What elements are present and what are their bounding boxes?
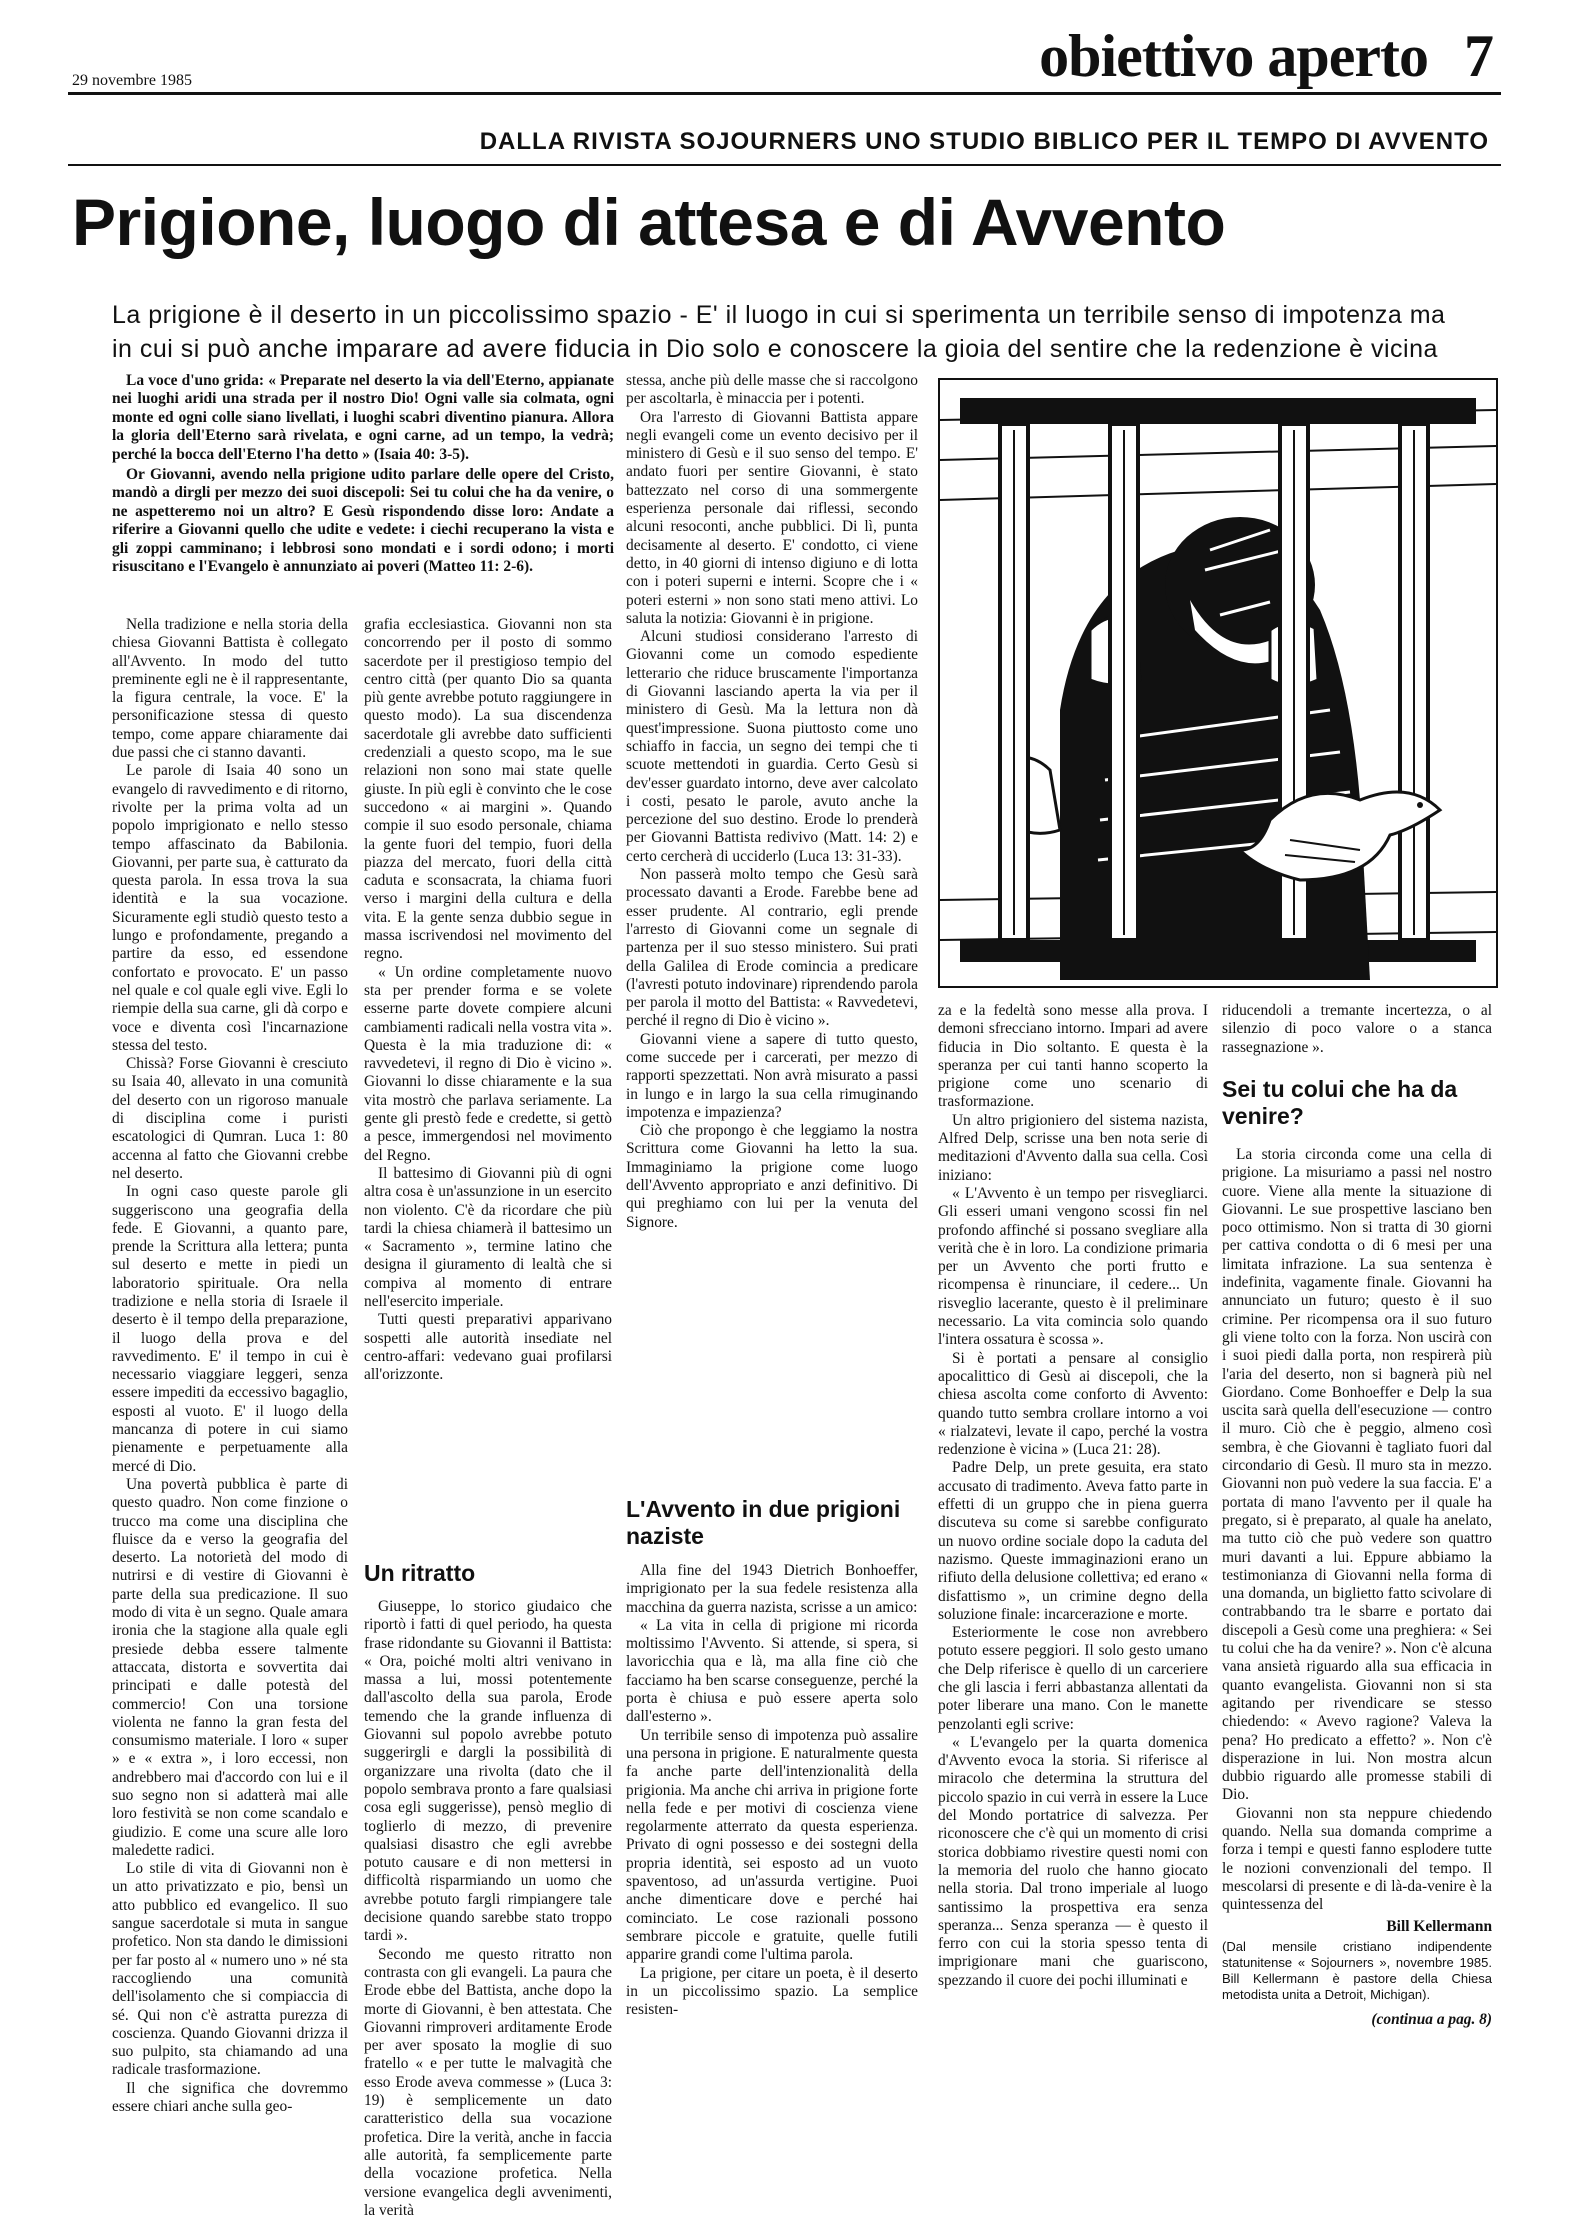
paragraph: « L'Avvento è un tempo per risvegliarci. Gli esseri umani vengono scossi fin nel profondo affinché si possano svegliare alla verità che è in loro. La condizione primaria per un Avvento che porti frutto e ricompensa è rinunciare, il cedere... Un risveglio lacerante, questo è il preliminare necessario. La vita comincia solo quando l'intera ossatura è scossa ». [938, 1184, 1208, 1349]
paragraph: In ogni caso queste parole gli suggeriscono una geografia della fede. E Giovanni, a quanto pare, prende la Scrittura alla lettera; punta sul deserto e mette in piedi un laboratorio spirituale. Ora nella tradizione e nella storia di Israele il deserto è il tempo della preparazione, il luogo della prova e del ravvedimento. E' il tempo in cui è necessario viaggiare leggeri, senza essere impediti da eccessivo bagaglio, esposti al vuoto. E' il luogo della mancanza di potere in cui siamo pienamente e perpetuamente alla mercé di Dio. [112, 1183, 348, 1475]
paragraph: La prigione, per citare un poeta, è il deserto in un piccolissimo spazio. La semplice resisten- [626, 1964, 918, 2019]
paragraph: Ora l'arresto di Giovanni Battista appare negli evangeli come un evento decisivo per il ministero di Gesù e il suo senso del tempo. E' andato fuori per sentire Giovanni, è stato battezzato nel corso di una sommergente esperienza personale dai riflessi, secondo alcuni resoconti, anche pubblici. Di lì, punta decisamente al deserto. E' condotto, ci viene detto, in 40 giorni di intenso digiuno e di lotta con i poteri superni e interni. Scopre che i « poteri esterni » non sono stati meno attivi. Lo saluta la notizia: Giovanni è in prigione. [626, 408, 918, 627]
paragraph: « La vita in cella di prigione mi ricorda moltissimo l'Avvento. Si attende, si spera, si lavoricchia qua e là, ma alla fine ciò che facciamo ha ben scarse conseguenze, perché la porta è chiusa e può essere aperta solo dall'esterno ». [626, 1616, 918, 1726]
issue-date: 29 novembre 1985 [72, 72, 192, 89]
column-2-continued [364, 1598, 612, 2220]
column-1 [112, 616, 348, 2116]
author-signature: Bill Kellermann [1386, 1918, 1492, 1936]
headline: Prigione, luogo di attesa e di Avvento [72, 185, 1226, 259]
paragraph: Il battesimo di Giovanni più di ogni altra cosa è un'assunzione in un esercito non violento. C'è da ricordare che più tardi la chiesa chiamerà il battesimo un « Sacramento », termine latino che designa il giuramento di lealtà che si compiva al momento di entrare nell'esercito imperiale. [364, 1164, 612, 1310]
subhead-avvento-prigioni: L'Avvento in due prigioni naziste [626, 1496, 901, 1549]
paragraph: Nella tradizione e nella storia della chiesa Giovanni Battista è collegato all'Avvento. In modo del tutto preminente egli ne è il rappresentante, la figura centrale, la voce. E' la personificazione stessa di questo tempo, come appare chiaramente dai due passi che ci stanno davanti. [112, 616, 348, 762]
paragraph: za e la fedeltà sono messe alla prova. I demoni sfrecciano intorno. Impari ad avere fiducia in Dio soltanto. E questa è la speranza per cui tanti hanno scoperto la prigione come uno scenario di trasformazione. [938, 1002, 1208, 1111]
kicker-rule [68, 164, 1501, 166]
paragraph: Le parole di Isaia 40 sono un evangelo di ravvedimento e di ritorno, rivolte per la prima volta ad un popolo imprigionato e nello stesso tempo affascinato da Babilonia. Giovanni, per parte sua, è catturato da questa parola. In essa trova la sua identità e la sua vocazione. Sicuramente egli studiò questo testo a lungo e profondamente, pregando a partire da esso, ed essendone confortato e provocato. E' un passo nel quale e col quale egli vive. Egli lo riempie della sua carne, gli dà corpo e voce e diventa così l'incarnazione stessa del testo. [112, 762, 348, 1054]
paragraph: Tutti questi preparativi apparivano sospetti alle autorità insediate nel centro-affari: vedevano guai profilarsi all'orizzonte. [364, 1311, 612, 1384]
column-3-continued [626, 1562, 918, 2019]
paragraph: Il che significa che dovremmo essere chiari anche sulla geo- [112, 2079, 348, 2116]
paragraph: Secondo me questo ritratto non contrasta con gli evangeli. La paura che Erode ebbe del Battista, anche dopo la morte di Giovanni, è ben attestata. Che Giovanni rimproveri arditamente Erode per aver sposato la moglie di suo fratello « e per tutte le malvagità che esso Erode aveva commesse » (Luca 3: 19) è semplicemente un dato caratteristico della sua vocazione profetica. Dire la verità, anche in faccia alle autorità, fa semplicemente parte della vocazione profetica. Nella versione evangelica degli avvenimenti, la verità [364, 1945, 612, 2219]
prisoner-illustration [938, 378, 1498, 988]
column-4 [938, 1002, 1208, 1990]
deck-line: in cui si può anche imparare ad avere fiducia in Dio solo e conoscere la gioia del sentire che la redenzione è vicina [112, 335, 1438, 363]
continued-link[interactable]: (continua a pag. 8) [1371, 2010, 1492, 2028]
paragraph: Esteriormente le cose non avrebbero potuto essere peggiori. Il solo gesto umano che Delp riferisce è quello di un carceriere che gli lascia i ferri abbastanza allentati da poter liberare una mano. Con le manette penzolanti egli scrive: [938, 1624, 1208, 1733]
paragraph: Alla fine del 1943 Dietrich Bonhoeffer, imprigionato per la sua fedele resistenza alla macchina da guerra nazista, scrisse a un amico: [626, 1562, 918, 1616]
paragraph: Un terribile senso di impotenza può assalire una persona in prigione. E naturalmente questa fa anche parte dell'intenzionalità della prigionia. Ma anche chi arriva in prigione forte nella fede e per motivi di coscienza viene regolarmente atterrato da questa esperienza. Privato di ogni possesso e dei sostegni della propria identità, sei esposto ad un vuoto spaventoso, ad un'assurda vertigine. Puoi anche dimenticare dove e perché hai cominciato. Le cose razionali possono sembrare piccole e gratuite, quelle futili apparire grandi come l'ultima parola. [626, 1726, 918, 1964]
paragraph: Chissà? Forse Giovanni è cresciuto su Isaia 40, allevato in una comunità del deserto con un rigoroso manuale di disciplina come i puristi escatologici di Qumran. Luca 1: 80 accenna al fatto che Giovanni crebbe nel deserto. [112, 1055, 348, 1182]
paragraph: Giovanni non sta neppure chiedendo quando. Nella sua domanda comprime a forza i tempi e questi fanno esplodere tutte le nozioni convenzionali del tempo. Il mescolarsi di presente e di là-da-venire è la quintessenza del [1222, 1804, 1492, 1914]
deck-line: La prigione è il deserto in un piccolissimo spazio - E' il luogo in cui si sperimenta un terribile senso di impotenza ma [112, 301, 1446, 329]
column-3 [626, 372, 918, 1232]
paragraph: Giovanni viene a sapere di tutto questo, come succede per i carcerati, per mezzo di rapporti spezzettati. Non avrà misurato a passi in lungo e in largo la sua cella rimuginando impotenza e impazienza? [626, 1030, 918, 1121]
kicker: DALLA RIVISTA SOJOURNERS UNO STUDIO BIBLICO PER IL TEMPO DI AVVENTO [479, 128, 1489, 155]
page-number: 7 [1464, 23, 1493, 89]
epigraph-matthew: Or Giovanni, avendo nella prigione udito parlare delle opere del Cristo, mandò a dirgli per mezzo dei suoi discepoli: Sei tu colui che ha da venire, o ne aspetteremo noi un altro? E Gesù rispondendo disse loro: Andate a riferire a Giovanni quello che udite e vedete: i ciechi recuperano la vista e gli zoppi camminano; i lebbrosi sono mondati e i sordi odono; i morti risuscitano e l'Evangelo è annunziato ai poveri (Matteo 11: 2-6). [112, 466, 614, 576]
epigraph [112, 372, 614, 578]
column-2 [364, 616, 612, 1384]
paragraph: Una povertà pubblica è parte di questo quadro. Non come finzione o trucco ma come una disciplina che fluisce da e verso la geografia del deserto. La notorietà del modo di nutrirsi e di vestire di Giovanni è parte della sua predicazione. Il suo modo di vita è un segno. Quale amara ironia che la stagione alla quale egli presiede debba essere talmente attaccata, distorta e sovvertita dai principati e dalle potestà del commercio! Con una torsione violenta ne fanno la gran festa del consumismo materiale. I loro « super » e « extra », i loro eccessi, non andrebbero mai d'accordo con lui e il suo segno non si adatterà mai alle loro festività se non come scandalo e giudizio. E come una scure alle loro maledette radici. [112, 1475, 348, 1859]
top-rule [68, 92, 1501, 95]
paragraph: « Un ordine completamente nuovo sta per prender forma e se volete esserne parte dovete compiere alcuni cambiamenti radicali nella vostra vita ». Questa è la mia traduzione di: « ravvedetevi, il regno di Dio è vicino ». Giovanni lo disse chiaramente e la sua vita mostrò che parlava seriamente. La gente gli prestò fede e credette, si gettò a pesce, immergendosi nel movimento del Regno. [364, 963, 612, 1164]
source-note: (Dal mensile cristiano indipendente statunitense « Sojourners », novembre 1985. Bill Kellermann è pastore della Chiesa metodista unita a Detroit, Michigan). [1222, 1938, 1492, 2002]
subhead-ritratto: Un ritratto [364, 1560, 476, 1586]
paragraph: stessa, anche più delle masse che si raccolgono per ascoltarla, è minaccia per i potenti. [626, 372, 918, 408]
paragraph: Alcuni studiosi considerano l'arresto di Giovanni come un comodo espediente letterario che riduce bruscamente l'importanza di Giovanni lasciando aperta la via per il ministero di Gesù. Ma la lettura non dà quest'impressione. Suona piuttosto come uno schiaffo in faccia, un segno dei tempi che ti scuote mettendoti in guardia. Certo Gesù si dev'esser guardato intorno, deve aver calcolato i costi, pesato le parole, avuto anche la percezione del suo destino. Erode lo prenderà per Giovanni Battista redivivo (Matt. 14: 2) e certo cercherà di ucciderlo (Luca 13: 31-33). [626, 628, 918, 865]
paragraph: Ciò che propongo è che leggiamo la nostra Scrittura come Giovanni ha letto la sua. Immaginiamo la prigione come luogo dell'Avvento appropriato e anzi definitivo. Di qui preghiamo con lui per la venuta del Signore. [626, 1122, 918, 1231]
subhead-sei-tu-colui: Sei tu colui che ha da venire? [1222, 1076, 1458, 1129]
paragraph: La storia circonda come una cella di prigione. La misuriamo a passi nel nostro cuore. Viene alla mente la situazione di Giovanni. Le sue prospettive lasciano ben poco ottimismo. Non si tratta di 30 giorni per cattiva condotta o di 6 mesi per una limitata infrazione. La sua sentenza è indefinita, vagamente finale. Giovanni ha annunciato un futuro; questo è il suo crimine. Per ricompensa ora il suo futuro gli viene tolto con la forza. Non uscirà con i suoi piedi dalla porta, non respirerà più l'aria del deserto, non si bagnerà più nel Giordano. Come Bonhoeffer e Delp la sua uscita sarà quella dell'esecuzione — contro il muro. Ciò che è peggio, almeno così sembra, è che Giovanni è tagliato fuori dal circondario di Gesù. Il muro sta in mezzo. Giovanni non può vedere la sua faccia. E' a portata di mano l'avvento per il quale ha pregato, si è preparato, al quale ha anelato, ma tutto ciò che può vedere son quattro muri davanti a lui. Eppure abbiamo la testimonianza di Giovanni nella forma di una domanda, un biglietto fatto scivolare di contrabbando tra le sbarre e portato dai discepoli a Gesù come una preghiera: « Sei tu colui che ha da venire? ». Non c'è alcuna vana ansietà riguardo alla sua efficacia in quanto evangelista. Giovanni non si sta agitando per rivendicare se stesso chiedendo: « Avevo ragione? Valeva la pena? Ho predicato a effetto? ». Non c'è disperazione in lui. Non mostra alcun dubbio riguardo alle promesse stabili di Dio. [1222, 1146, 1492, 1804]
prisoner-behind-bars-icon [940, 380, 1496, 986]
paragraph: grafia ecclesiastica. Giovanni non sta concorrendo per il posto di sommo sacerdote per il prestigioso tempio del centro città (per quanto Dio sa quanta più gente avrebbe potuto raggiungere in questo modo). La sua discendenza sacerdotale gli avrebbe dato sufficienti credenziali a questo scopo, ma le sue relazioni non sono mai state quelle giuste. In più egli è convinto che le cose succedono « ai margini ». Quando compie il suo esodo personale, chiama la gente fuori del tempio, fuori della piazza del mercato, fuori della città caduta e sconsacrata, la chiama fuori verso i margini della cultura e della vita. E la gente senza dubbio segue in massa iscrivendosi nel movimento del regno. [364, 616, 612, 963]
epigraph-isaiah: La voce d'uno grida: « Preparate nel deserto la via dell'Eterno, appianate nei luoghi aridi una strada per il nostro Dio! Ogni valle sia colmata, ogni monte ed ogni colle siano livellati, i luoghi scabri diventino pianura. Allora la gloria dell'Eterno sarà rivelata, e ogni carne, ad un tempo, la vedrà; perché la bocca dell'Eterno l'ha detto » (Isaia 40: 3-5). [112, 372, 614, 463]
paragraph: « L'evangelo per la quarta domenica d'Avvento evoca la storia. Si riferisce al miracolo che determina la struttura del piccolo spazio in cui verrà in essere la Luce del Mondo portatrice di salvezza. Per riconoscere che c'è qui un momento di crisi storica dobbiamo rivestire questi nomi con la memoria del ruolo che hanno giocato nella storia. Dal trono imperiale al luogo santissimo la prospettiva era senza speranza... Senza speranza — è questo il ferro con cui la storia spesso tenta di imprigionare mani che guariscono, spezzando il cuore dei pochi illuminati e [938, 1733, 1208, 1989]
paragraph: Padre Delp, un prete gesuita, era stato accusato di tradimento. Aveva fatto parte in effetti di un gruppo che in piena guerra discuteva su come si sarebbe configurato un nuovo ordine sociale dopo la caduta del nazismo. Queste immaginazioni erano un rifiuto della delusione collettiva; ed erano « disfattismo », un crimine degno della soluzione finale: incarcerazione e morte. [938, 1459, 1208, 1623]
column-5-continued [1222, 1146, 1492, 2029]
column-5 [1222, 1002, 1492, 1057]
section-title: obiettivo aperto [1039, 23, 1428, 89]
paragraph: riducendoli a tremante incertezza, o al silenzio di poco valore o a stanca rassegnazione ». [1222, 1002, 1492, 1056]
paragraph: Lo stile di vita di Giovanni non è un atto privatizzato e pio, bensì un atto pubblico ed evangelico. Il suo sangue sacerdotale si muta in sangue profetico. Non sta dando le dimissioni per far posto al « numero uno » né sta raccogliendo una comunità dell'isolamento che si compiaccia di sé. Qui non c'è astratta purezza di coscienza. Quando Giovanni drizza il suo pulpito, sta chiamando ad una radicale trasformazione. [112, 1860, 348, 2079]
paragraph: Un altro prigioniero del sistema nazista, Alfred Delp, scrisse una ben nota serie di meditazioni d'Avvento dalla sua cella. Così iniziano: [938, 1111, 1208, 1184]
section-masthead [1039, 22, 1493, 91]
paragraph: Non passerà molto tempo che Gesù sarà processato davanti a Erode. Farebbe bene ad esser prudente. Al contrario, egli prende l'arresto di Giovanni come un segnale di partenza per il suo stesso ministero. Sui prati della Galilea di Erode comincia a predicare (l'avresti potuto indovinare) riprendendo parola per parola il motto del Battista: « Ravvedetevi, perché il regno di Dio è vicino ». [626, 866, 918, 1030]
paragraph: Giuseppe, lo storico giudaico che riportò i fatti di quel periodo, ha questa frase ridondante su Giovanni il Battista: « Ora, poiché molti altri venivano in massa a lui, mossi potentemente dall'ascolto della sua parola, Erode temendo che la grande influenza di Giovanni sul popolo avrebbe potuto suggerirgli e dargli la possibilità di organizzare una rivolta (dato che il popolo sembrava pronto a fare qualsiasi cosa egli suggerisse), pensò meglio di toglierlo di mezzo, di prevenire qualsiasi disastro che egli avrebbe potuto causare e di non mettersi in difficoltà risparmiando un uomo che avrebbe potuto fargli rimpiangere tale decisione quando sarebbe stato troppo tardi ». [364, 1598, 612, 1945]
deck [112, 298, 1492, 366]
paragraph: Si è portati a pensare al consiglio apocalittico di Gesù ai discepoli, che la chiesa ascolta come conforto di Avvento: quando tutto sembra crollare intorno a voi « rialzatevi, levate il capo, perché la vostra redenzione è vicina » (Luca 21: 28). [938, 1349, 1208, 1459]
